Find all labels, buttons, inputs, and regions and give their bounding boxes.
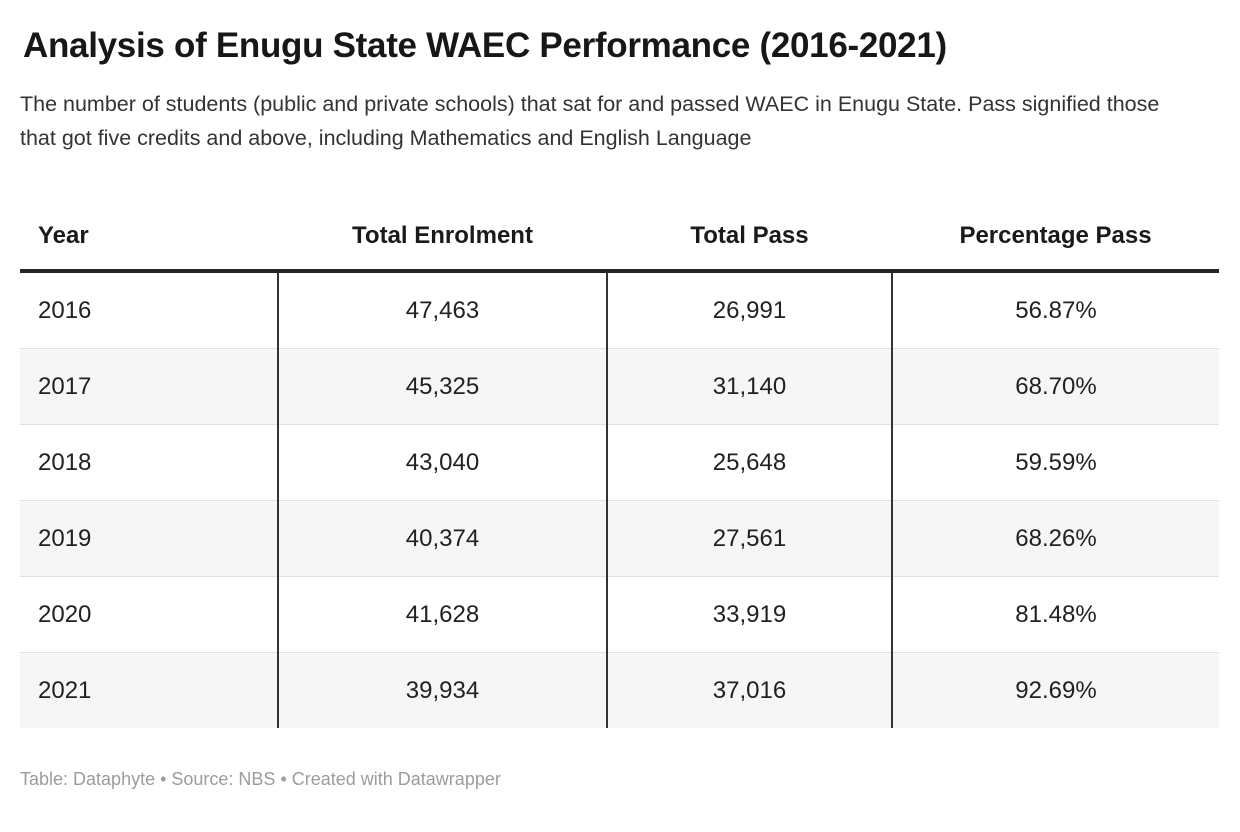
cell-year: 2021 bbox=[20, 653, 278, 729]
cell-total-pass: 33,919 bbox=[607, 577, 892, 653]
cell-year: 2016 bbox=[38, 296, 92, 324]
cell-total-enrolment: 39,934 bbox=[278, 653, 607, 729]
table-header bbox=[20, 207, 1219, 271]
cell-total-enrolment: 40,374 bbox=[278, 501, 607, 577]
cell-percentage-pass: 56.87% bbox=[892, 271, 1219, 349]
cell-percentage-pass: 81.48% bbox=[892, 577, 1219, 653]
cell-total-enrolment: 41,628 bbox=[278, 577, 607, 653]
cell-year: 2018 bbox=[20, 425, 278, 501]
cell-total-pass: 26,991 bbox=[607, 271, 892, 349]
cell-total-enrolment: 47,463 bbox=[278, 271, 607, 349]
table-row bbox=[20, 271, 1219, 349]
table-body bbox=[20, 271, 1219, 728]
table-container bbox=[20, 207, 1220, 728]
cell-total-pass: 31,140 bbox=[607, 349, 892, 425]
data-table bbox=[20, 207, 1219, 728]
cell-year: 2020 bbox=[20, 577, 278, 653]
cell-total-pass: 27,561 bbox=[607, 501, 892, 577]
table-row bbox=[20, 577, 1219, 653]
column-header-year: Year bbox=[20, 207, 278, 271]
cell-percentage-pass: 68.26% bbox=[892, 501, 1219, 577]
cell-year: 2019 bbox=[20, 501, 278, 577]
cell-total-enrolment: 45,325 bbox=[278, 349, 607, 425]
cell-total-enrolment: 43,040 bbox=[278, 425, 607, 501]
table-row bbox=[20, 425, 1219, 501]
page-title: Analysis of Enugu State WAEC Performance (2016-2021) bbox=[23, 26, 947, 65]
chart-header bbox=[0, 0, 1240, 155]
header-row bbox=[20, 207, 1219, 271]
footer-credit: Table: Dataphyte • Source: NBS • Created with Datawrapper bbox=[20, 769, 501, 789]
table-row bbox=[20, 349, 1219, 425]
column-header-total-pass: Total Pass bbox=[607, 207, 892, 271]
chart-description: The number of students (public and private schools) that sat for and passed WAEC in Enugu State. Pass signified those that got five credits and above, including Mathematics and English Language bbox=[20, 92, 1160, 150]
cell-total-pass: 25,648 bbox=[607, 425, 892, 501]
column-header-percentage-pass: Percentage Pass bbox=[892, 207, 1219, 271]
cell-year: 2017 bbox=[20, 349, 278, 425]
cell-percentage-pass: 92.69% bbox=[892, 653, 1219, 729]
table-row bbox=[20, 501, 1219, 577]
cell-percentage-pass: 68.70% bbox=[892, 349, 1219, 425]
cell-percentage-pass: 59.59% bbox=[892, 425, 1219, 501]
table-row bbox=[20, 653, 1219, 729]
cell-total-pass: 37,016 bbox=[607, 653, 892, 729]
column-header-total-enrolment: Total Enrolment bbox=[278, 207, 607, 271]
